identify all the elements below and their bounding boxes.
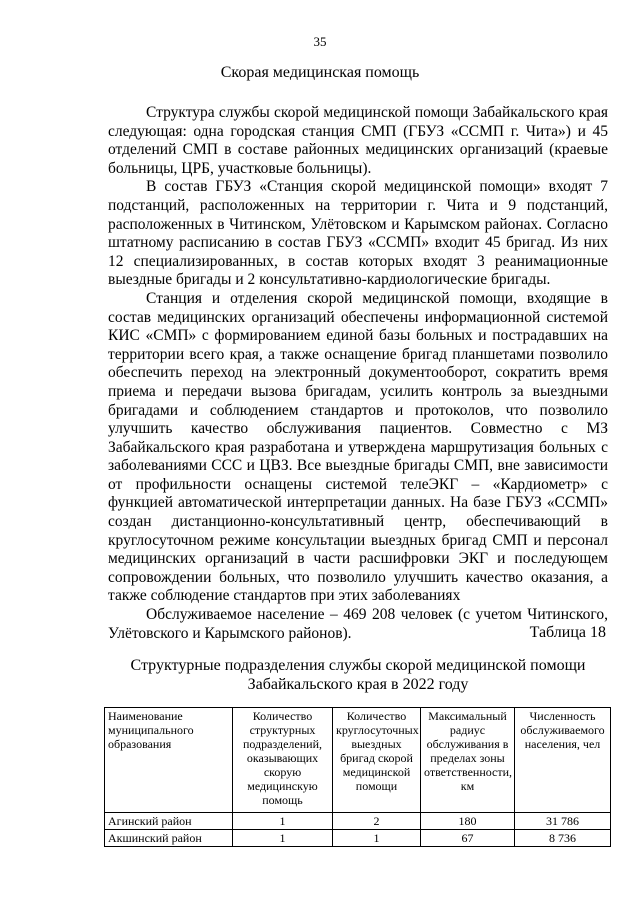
table-caption: Структурные подразделения службы скорой медицинской помощи Забайкальского края в 2022 году	[130, 657, 586, 693]
paragraph: Станция и отделения скорой медицинской помощи, входящие в состав медицинских организаций обеспечены информационной системой КИС «СМП» с формированием единой базы больных и пострадавших на территории всего края, а также оснащение бригад планшетами позволило обеспечить переход на электронный документооборот, сократить время приема и передачи вызова бригадам, усилить контроль за выездными бригадами и соблюдением стандартов и протоколов, что позволило улучшить качество обслуживания пациентов. Совместно с МЗ Забайкальского края разработана и утверждена маршрутизация больных с заболеваниями ССС и ЦВЗ. Все выездные бригады СМП, вне зависимости от профильности оснащены системой телеЭКГ – «Кардиометр» с функцией автоматической интерпретации данных. На базе ГБУЗ «ССМП» создан дистанционно-консультативный центр, обеспечивающий в круглосуточном режиме консультации выездных бригад СМП и персонал медицинских организаций в части расшифровки ЭКГ и последующем сопровождении больных, что позволило улучшить качество оказания, а также соблюдение стандартов при этих заболеваниях	[108, 289, 608, 605]
table-label: Таблица 18	[529, 624, 606, 641]
table-cell: 1	[233, 813, 333, 830]
paragraph: В состав ГБУЗ «Станция скорой медицинской помощи» входят 7 подстанций, расположенных на территории г. Чита и 9 подстанций, расположенных в Читинском, Улётовском и Карымском районах. Согласно штатному расписанию в состав ГБУЗ «ССМП» входит 45 бригад. Из них 12 специализированных, в состав которых входят 3 реанимационные выездные бригады и 2 консультативно-кардиологические бригады.	[108, 178, 608, 289]
paragraph: Структура службы скорой медицинской помощи Забайкальского края следующая: одна городская станция СМП (ГБУЗ «ССМП г. Чита») и 45 отделений СМП в составе районных медицинских организаций (краевые больницы, ЦРБ, участковые больницы).	[108, 104, 608, 177]
section-title: Скорая медицинская помощь	[220, 64, 420, 81]
table-cell: 2	[333, 813, 421, 830]
paragraph: Обслуживаемое население – 469 208 человек (с учетом Читинского, Улётовского и Карымского районов).	[108, 606, 608, 642]
table-cell: 180	[421, 813, 515, 830]
table-cell: Акшинский район	[105, 830, 233, 847]
data-table	[104, 707, 611, 847]
column-header: Наименование муниципального образования	[105, 708, 233, 813]
table-row	[105, 813, 611, 830]
table-cell: 31 786	[515, 813, 611, 830]
table-cell: 1	[333, 830, 421, 847]
body-text	[108, 104, 608, 643]
page-number: 35	[313, 34, 327, 49]
column-header: Количество структурных подразделений, оказывающих скорую медицинскую помощь	[233, 708, 333, 813]
column-header: Количество круглосуточных выездных бригад скорой медицинской помощи	[333, 708, 421, 813]
table-cell: Агинский район	[105, 813, 233, 830]
table-cell: 1	[233, 830, 333, 847]
column-header: Численность обслуживаемого населения, чел	[515, 708, 611, 813]
table-header-row	[105, 708, 611, 813]
table-cell: 8 736	[515, 830, 611, 847]
table-row	[105, 830, 611, 847]
table-cell: 67	[421, 830, 515, 847]
column-header: Максимальный радиус обслуживания в пределах зоны ответственности, км	[421, 708, 515, 813]
